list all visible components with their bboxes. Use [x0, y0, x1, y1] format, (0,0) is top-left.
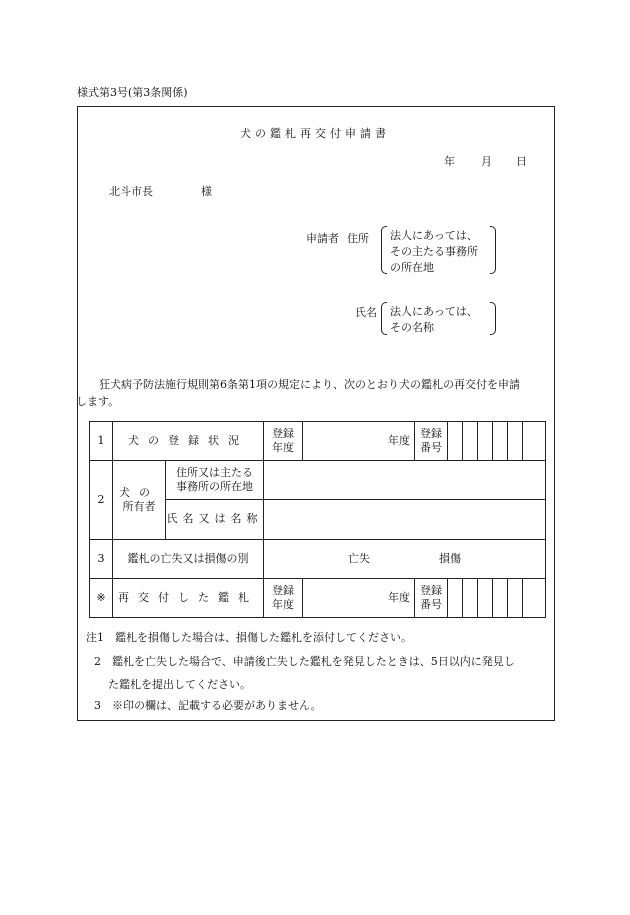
table-row [90, 578, 546, 617]
registration-number-digit[interactable] [493, 578, 508, 617]
note-2: 2 鑑札を亡失した場合で、申請後亡失した鑑札を発見したときは、5日以内に発見し [94, 655, 515, 668]
registration-number-digit[interactable] [508, 578, 523, 617]
table-row [90, 422, 546, 461]
application-statement [76, 376, 551, 410]
applicant-label: 申請者 [306, 232, 339, 245]
table-row [90, 461, 546, 500]
name-note-line: その名称 [390, 321, 434, 334]
address-bracket-right [490, 226, 496, 274]
name-bracket-left [381, 302, 387, 335]
honorific: 様 [201, 185, 212, 198]
registration-number-digit[interactable] [523, 578, 546, 617]
registration-number-digit[interactable] [478, 422, 493, 461]
dog-owner-label: 犬の 所有者 [113, 461, 166, 539]
reissued-tag-label: 再交付した鑑札 [113, 578, 264, 617]
owner-name-label: 氏名又は名称 [166, 500, 264, 539]
registration-number-digit[interactable] [478, 578, 493, 617]
name-note-line: 法人にあっては、 [390, 305, 478, 318]
table-row [90, 539, 546, 578]
owner-address-label: 住所又は主たる 事務所の所在地 [166, 461, 264, 500]
date-month: 月 [481, 155, 492, 168]
address-note-line: 法人にあっては、 [390, 229, 478, 242]
addressee: 北斗市長 [109, 185, 153, 198]
address-note-line: の所在地 [390, 261, 434, 274]
statement-line: します。 [76, 395, 120, 408]
form-number-label: 様式第3号(第3条関係) [77, 86, 188, 99]
registration-number-digit[interactable] [448, 422, 463, 461]
row-number: 3 [90, 539, 113, 578]
registration-number-label: 登録 番号 [415, 578, 448, 617]
registration-number-digit[interactable] [448, 578, 463, 617]
registration-number-digit[interactable] [523, 422, 546, 461]
registration-number-label: 登録 番号 [415, 422, 448, 461]
name-bracket-right [490, 302, 496, 335]
note-1: 注1 鑑札を損傷した場合は、損傷した鑑札を添付してください。 [86, 631, 412, 644]
address-label: 住所 [347, 232, 369, 245]
lost-or-damaged-options [264, 539, 546, 578]
row-number: ※ [90, 578, 113, 617]
reissued-year-field[interactable]: 年度 [303, 578, 415, 617]
registration-number-digit[interactable] [463, 578, 478, 617]
date-year: 年 [444, 155, 455, 168]
registration-number-digit[interactable] [463, 422, 478, 461]
address-bracket-left [381, 226, 387, 274]
registration-year-label: 登録 年度 [264, 578, 303, 617]
dog-registration-status-label: 犬の登録状況 [113, 422, 264, 461]
note-2-continued: た鑑札を提出してください。 [108, 678, 251, 691]
row-number: 1 [90, 422, 113, 461]
option-damaged[interactable]: 損傷 [439, 551, 461, 565]
registration-number-digit[interactable] [508, 422, 523, 461]
option-lost[interactable]: 亡失 [348, 551, 370, 565]
lost-or-damaged-label: 鑑札の亡失又は損傷の別 [113, 539, 264, 578]
registration-year-field[interactable]: 年度 [303, 422, 415, 461]
note-3: 3 ※印の欄は、記載する必要がありません。 [94, 699, 322, 712]
document-title: 犬の鑑札再交付申請書 [240, 127, 390, 140]
registration-number-digit[interactable] [493, 422, 508, 461]
address-note-line: その主たる事務所 [390, 245, 478, 258]
registration-year-label: 登録 年度 [264, 422, 303, 461]
statement-line: 狂犬病予防法施行規則第6条第1項の規定により、次のとおり犬の鑑札の再交付を申請 [99, 378, 520, 391]
application-table [89, 421, 546, 618]
date-day: 日 [516, 155, 527, 168]
owner-address-field[interactable] [264, 461, 546, 500]
name-label: 氏名 [355, 306, 377, 319]
row-number: 2 [90, 461, 113, 539]
owner-name-field[interactable] [264, 500, 546, 539]
